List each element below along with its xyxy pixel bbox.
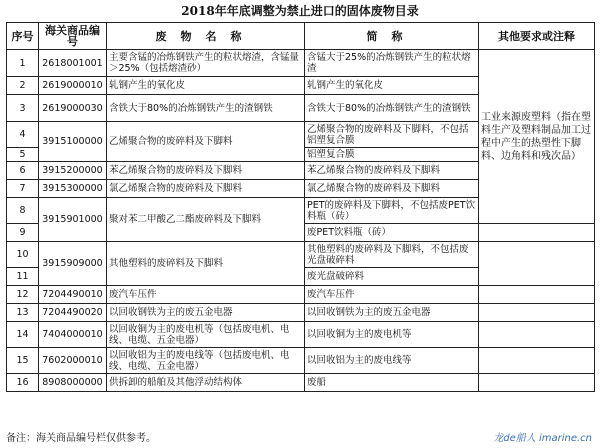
row-brief: 以回收铝为主的废电线等 bbox=[305, 348, 479, 374]
header-name: 废物名称 bbox=[107, 23, 305, 50]
row-seq: 7 bbox=[7, 180, 39, 198]
row-seq: 3 bbox=[7, 95, 39, 122]
row-name: 供拆卸的船舶及其他浮动结构体 bbox=[107, 374, 305, 392]
table-row bbox=[7, 322, 595, 348]
row-name: 主要含锰的冶炼钢铁产生的粒状熔渣，含锰量＞25%（包括熔渣砂） bbox=[107, 50, 305, 77]
row-brief: 氯乙烯聚合物的废碎料及下脚料 bbox=[305, 180, 479, 198]
row-remark-empty bbox=[479, 322, 595, 348]
waste-catalog-table bbox=[6, 22, 595, 392]
row-seq: 11 bbox=[7, 268, 39, 286]
row-brief: PET的废碎料及下脚料，不包括废PET饮料瓶（砖） bbox=[305, 198, 479, 224]
table-row bbox=[7, 286, 595, 304]
row-brief: 废光盘破碎料 bbox=[305, 268, 479, 286]
row-code: 3915300000 bbox=[39, 180, 107, 198]
row-seq: 1 bbox=[7, 50, 39, 77]
table-row bbox=[7, 50, 595, 77]
row-code: 2618001001 bbox=[39, 50, 107, 77]
row-name: 废汽车压件 bbox=[107, 286, 305, 304]
row-seq: 13 bbox=[7, 304, 39, 322]
row-code: 2619000030 bbox=[39, 95, 107, 122]
row-remark-empty bbox=[479, 374, 595, 392]
row-name: 氯乙烯聚合物的废碎料及下脚料 bbox=[107, 180, 305, 198]
row-remark-empty bbox=[479, 286, 595, 304]
row-code: 3915909000 bbox=[39, 242, 107, 286]
row-seq: 8 bbox=[7, 198, 39, 224]
row-name: 含铁大于80%的冶炼钢铁产生的渣钢铁 bbox=[107, 95, 305, 122]
row-seq: 4 bbox=[7, 122, 39, 148]
row-brief: 铝塑复合膜 bbox=[305, 148, 479, 162]
row-brief: 以回收钢铁为主的废五金电器 bbox=[305, 304, 479, 322]
row-code: 3915901000 bbox=[39, 198, 107, 242]
row-seq: 5 bbox=[7, 148, 39, 162]
row-brief: 以回收铜为主的废电机等 bbox=[305, 322, 479, 348]
row-remark-empty bbox=[479, 348, 595, 374]
row-seq: 6 bbox=[7, 162, 39, 180]
row-seq: 2 bbox=[7, 77, 39, 95]
row-seq: 9 bbox=[7, 224, 39, 242]
row-brief: 轧钢产生的氧化皮 bbox=[305, 77, 479, 95]
row-remark: 工业来源废塑料（指在塑料生产及塑料制品加工过程中产生的热塑性下脚料、边角料和残次品） bbox=[479, 50, 595, 224]
row-name: 苯乙烯聚合物的废碎料及下脚料 bbox=[107, 162, 305, 180]
row-remark-empty bbox=[479, 304, 595, 322]
row-code: 7404000010 bbox=[39, 322, 107, 348]
table-row bbox=[7, 374, 595, 392]
row-code: 3915100000 bbox=[39, 122, 107, 162]
row-seq: 12 bbox=[7, 286, 39, 304]
row-name: 以回收钢铁为主的废五金电器 bbox=[107, 304, 305, 322]
watermark-logo: 龙de船人 imarine.cn bbox=[493, 433, 592, 444]
row-seq: 16 bbox=[7, 374, 39, 392]
row-name: 以回收铝为主的废电线等（包括废电机、电线、电缆、五金电器） bbox=[107, 348, 305, 374]
row-seq: 14 bbox=[7, 322, 39, 348]
row-brief: 乙烯聚合物的废碎料及下脚料，不包括铝塑复合膜 bbox=[305, 122, 479, 148]
row-name: 以回收铜为主的废电机等（包括废电机、电线、电缆、五金电器） bbox=[107, 322, 305, 348]
row-remark-empty bbox=[479, 242, 595, 286]
row-brief: 废船 bbox=[305, 374, 479, 392]
table-row bbox=[7, 242, 595, 268]
row-name: 乙烯聚合物的废碎料及下脚料 bbox=[107, 122, 305, 162]
row-seq: 10 bbox=[7, 242, 39, 268]
row-code: 7204490010 bbox=[39, 286, 107, 304]
row-seq: 15 bbox=[7, 348, 39, 374]
row-code: 8908000000 bbox=[39, 374, 107, 392]
header-seq: 序号 bbox=[7, 23, 39, 50]
row-brief: 废汽车压件 bbox=[305, 286, 479, 304]
row-code: 7204490020 bbox=[39, 304, 107, 322]
row-name: 轧钢产生的氧化皮 bbox=[107, 77, 305, 95]
page-title: 2018年年底调整为禁止进口的固体废物目录 bbox=[181, 4, 419, 18]
row-remark-empty bbox=[479, 224, 595, 242]
row-brief: 含铁大于80%的冶炼钢铁产生的渣钢铁 bbox=[305, 95, 479, 122]
table-row bbox=[7, 348, 595, 374]
row-code: 2619000010 bbox=[39, 77, 107, 95]
row-code: 3915200000 bbox=[39, 162, 107, 180]
row-name: 聚对苯二甲酸乙二酯废碎料及下脚料 bbox=[107, 198, 305, 242]
header-brief: 简称 bbox=[305, 23, 479, 50]
row-name: 其他塑料的废碎料及下脚料 bbox=[107, 242, 305, 286]
row-brief: 苯乙烯聚合物的废碎料及下脚料 bbox=[305, 162, 479, 180]
row-code: 7602000010 bbox=[39, 348, 107, 374]
table-row bbox=[7, 304, 595, 322]
row-brief: 其他塑料的废碎料及下脚料，不包括废光盘破碎料 bbox=[305, 242, 479, 268]
row-brief: 废PET饮料瓶（砖） bbox=[305, 224, 479, 242]
header-hs-code: 海关商品编号 bbox=[39, 23, 107, 50]
footnote: 备注：海关商品编号栏仅供参考。 bbox=[6, 433, 156, 444]
table-header-row bbox=[7, 23, 595, 50]
header-remark: 其他要求或注释 bbox=[479, 23, 595, 50]
row-brief: 含锰大于25%的冶炼钢铁产生的粒状熔渣 bbox=[305, 50, 479, 77]
